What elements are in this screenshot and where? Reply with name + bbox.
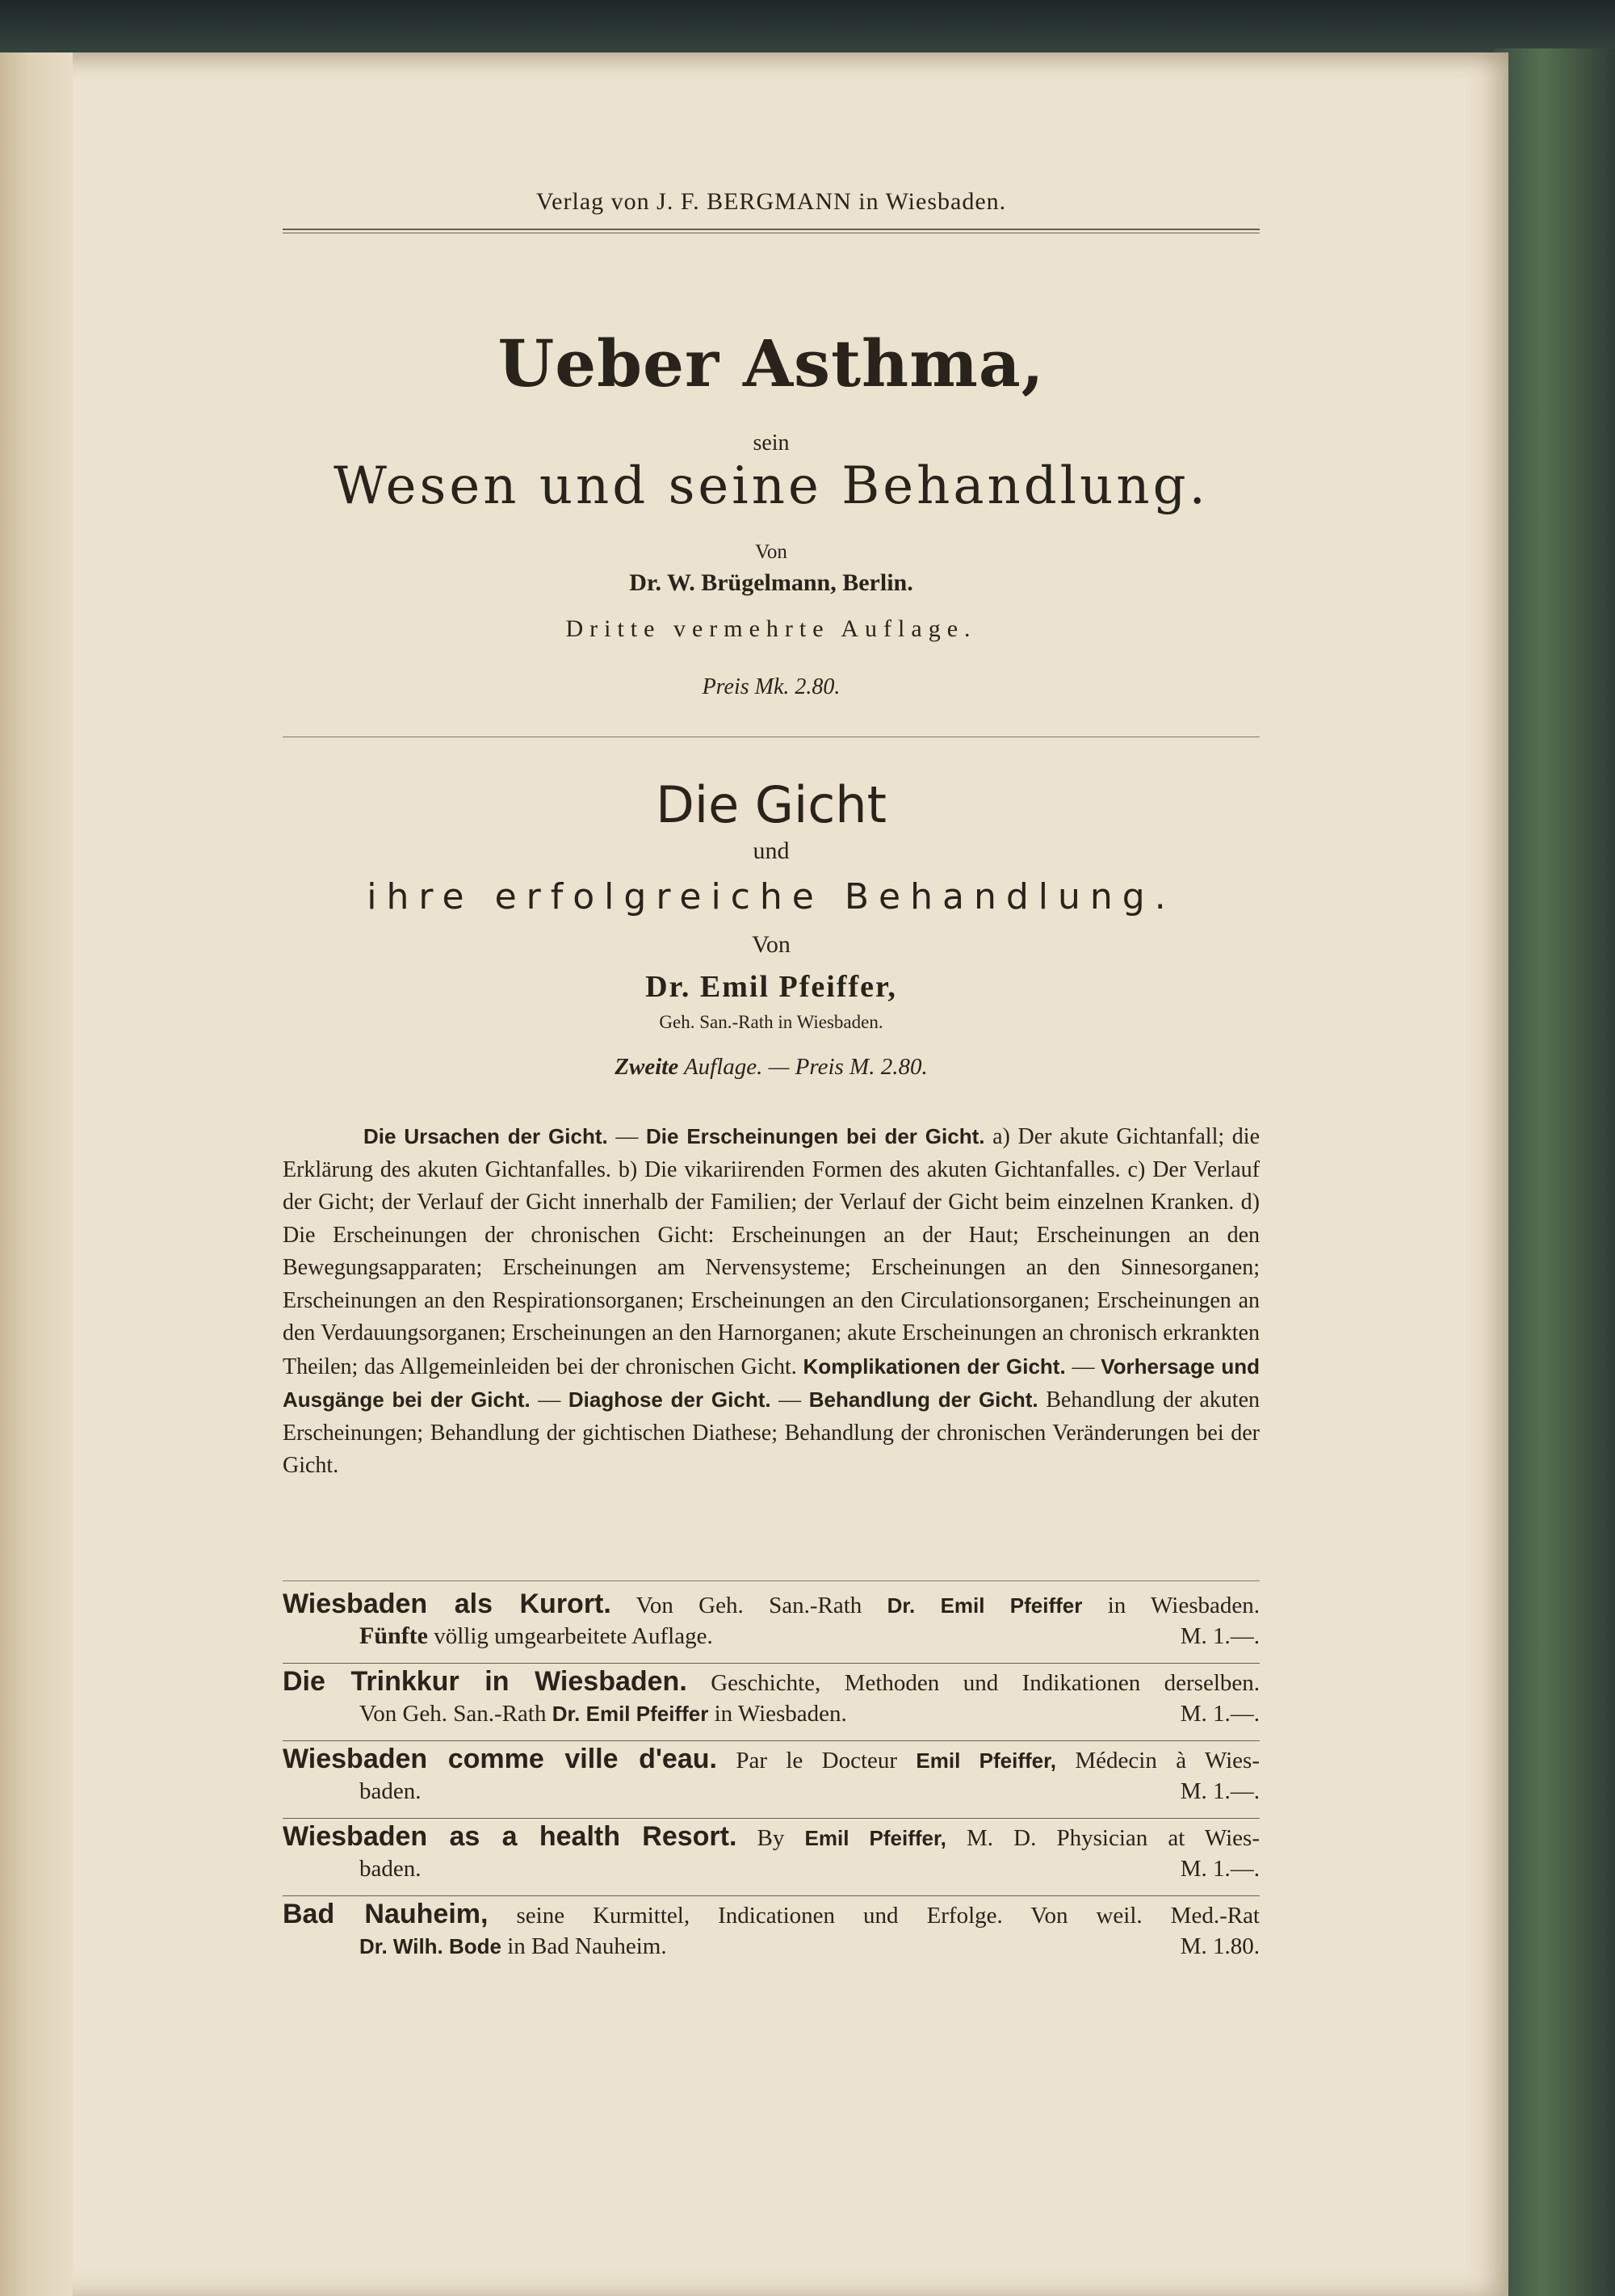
entry-health-resort bbox=[283, 1821, 1260, 1884]
toc-dash: — bbox=[530, 1387, 568, 1412]
book-page bbox=[0, 52, 1508, 2296]
entry-text: völlig umgearbeitete Auflage. bbox=[428, 1623, 713, 1649]
toc-heading: Die Erscheinungen bei der Gicht. bbox=[646, 1124, 985, 1148]
entry-text: Médecin à Wies- bbox=[1056, 1748, 1260, 1773]
entry-text: in Bad Nauheim. bbox=[501, 1933, 667, 1959]
book2-edition bbox=[283, 1054, 1260, 1081]
section-rule bbox=[283, 1580, 1260, 1581]
entry-title: Bad Nauheim, bbox=[283, 1899, 489, 1929]
entry-separator bbox=[283, 1895, 1260, 1896]
entry-text: baden. bbox=[359, 1856, 422, 1882]
entry-text: Geschichte, Methoden und Indikationen derselben. bbox=[686, 1670, 1261, 1696]
double-rule bbox=[283, 229, 1260, 233]
publisher-line: Verlag von J. F. BERGMANN in Wiesbaden. bbox=[535, 188, 1007, 215]
entry-author: Emil Pfeiffer, bbox=[804, 1826, 946, 1850]
entry-wiesbaden-kurort bbox=[283, 1589, 1260, 1652]
toc-heading: Behandlung der Gicht. bbox=[808, 1387, 1038, 1412]
toc-heading: Diaghose der Gicht. bbox=[568, 1387, 771, 1412]
toc-heading: Die Ursachen der Gicht. bbox=[363, 1124, 608, 1148]
toc-dash: — bbox=[607, 1124, 646, 1149]
entry-title: Wiesbaden comme ville d'eau. bbox=[283, 1744, 717, 1774]
toc-text: Behandlung der akuten Erscheinungen; Behandlung der gichtischen Diathese; Behandlung der chronischen Veränderungen bei der Gicht. bbox=[283, 1387, 1261, 1478]
entry-text: Par le Docteur bbox=[716, 1748, 917, 1773]
entry-text: By bbox=[736, 1825, 805, 1851]
toc-heading: Komplikationen der Gicht. bbox=[803, 1354, 1066, 1379]
entry-text: Von Geh. San.-Rath bbox=[610, 1593, 887, 1618]
page-gutter bbox=[0, 52, 73, 2296]
book1-author: Dr. W. Brügelmann, Berlin. bbox=[629, 569, 913, 596]
entry-author: Dr. Emil Pfeiffer bbox=[887, 1593, 1083, 1618]
entry-price: M. 1.—. bbox=[1180, 1778, 1260, 1804]
book2-connector: und bbox=[753, 837, 790, 864]
entry-text: seine Kurmittel, Indicationen und Erfolge. Von weil. Med.-Rat bbox=[488, 1903, 1260, 1929]
toc-dash: — bbox=[770, 1387, 809, 1412]
entry-text: baden. bbox=[359, 1778, 422, 1804]
entry-price: M. 1.—. bbox=[1180, 1623, 1260, 1649]
entry-trinkkur bbox=[283, 1666, 1260, 1729]
entry-separator bbox=[283, 1740, 1260, 1741]
entry-ville-deau bbox=[283, 1744, 1260, 1807]
book1-connector: sein bbox=[753, 430, 790, 455]
entry-author: Dr. Wilh. Bode bbox=[359, 1934, 501, 1958]
toc-heading: Vorhersage und Ausgänge bei der Gicht. bbox=[283, 1354, 1260, 1412]
entry-title: Wiesbaden als Kurort. bbox=[283, 1589, 611, 1619]
book2-edition-number: Zweite bbox=[615, 1054, 679, 1080]
entry-author: Emil Pfeiffer, bbox=[916, 1748, 1057, 1773]
book-cover-edge bbox=[1494, 48, 1615, 2296]
book1-title: Ueber Asthma, bbox=[497, 325, 1045, 401]
entry-price: M. 1.—. bbox=[1180, 1856, 1260, 1882]
book1-subtitle: Wesen und seine Behandlung. bbox=[333, 456, 1209, 516]
entry-edition: Fünfte bbox=[359, 1622, 428, 1649]
toc-text: a) Der akute Gichtanfall; die Erklärung des akuten Gichtanfalles. b) Die vikariirenden Formen des akuten Gichtanfalles. c) Der Verlauf der Gicht; der Verlauf der Gicht innerhalb der Familien; der Verlauf der Gicht beim einzelnen Kranken. d) Die Erscheinungen der chronischen Gicht: Erscheinungen an der Haut; Erscheinungen an den Bewegungsapparaten; Erscheinungen am Nervensysteme; Erscheinungen an den Sinnesorganen; Erscheinungen an den Respirationsorganen; Erscheinungen an den Circulationsorganen; Erscheinungen an den Verdauungsorganen; Erscheinungen an den Harnorganen; akute Erscheinungen an chronisch erkrankten Theilen; das Allgemeinleiden bei der chronischen Gicht. bbox=[283, 1124, 1260, 1379]
entry-title: Wiesbaden as a health Resort. bbox=[283, 1821, 737, 1852]
entry-bad-nauheim bbox=[283, 1899, 1260, 1962]
book2-by: Von bbox=[752, 931, 791, 958]
entry-text: M. D. Physician at Wies- bbox=[946, 1825, 1260, 1851]
entry-text: in Wiesbaden. bbox=[708, 1701, 847, 1727]
toc-dash: — bbox=[1065, 1354, 1101, 1379]
book1-by: Von bbox=[755, 541, 787, 563]
entry-price: M. 1.80. bbox=[1180, 1933, 1260, 1959]
entry-separator bbox=[283, 1663, 1260, 1664]
book2-author: Dr. Emil Pfeiffer, bbox=[645, 970, 897, 1004]
entry-text: Von Geh. San.-Rath bbox=[359, 1701, 552, 1727]
book2-contents bbox=[283, 1120, 1260, 1483]
book1-price: Preis Mk. 2.80. bbox=[702, 674, 841, 699]
entry-separator bbox=[283, 1818, 1260, 1819]
book2-author-role: Geh. San.-Rath in Wiesbaden. bbox=[659, 1012, 883, 1032]
book2-edition-price: Auflage. — Preis M. 2.80. bbox=[683, 1054, 928, 1080]
entry-text: in Wiesbaden. bbox=[1082, 1593, 1260, 1618]
book1-edition: Dritte vermehrte Auflage. bbox=[565, 615, 977, 642]
book2-title: Die Gicht bbox=[656, 775, 887, 834]
book2-subtitle: ihre erfolgreiche Behandlung. bbox=[367, 876, 1176, 917]
entry-title: Die Trinkkur in Wiesbaden. bbox=[283, 1666, 687, 1697]
entry-author: Dr. Emil Pfeiffer bbox=[552, 1702, 709, 1726]
entry-price: M. 1.—. bbox=[1180, 1701, 1260, 1727]
